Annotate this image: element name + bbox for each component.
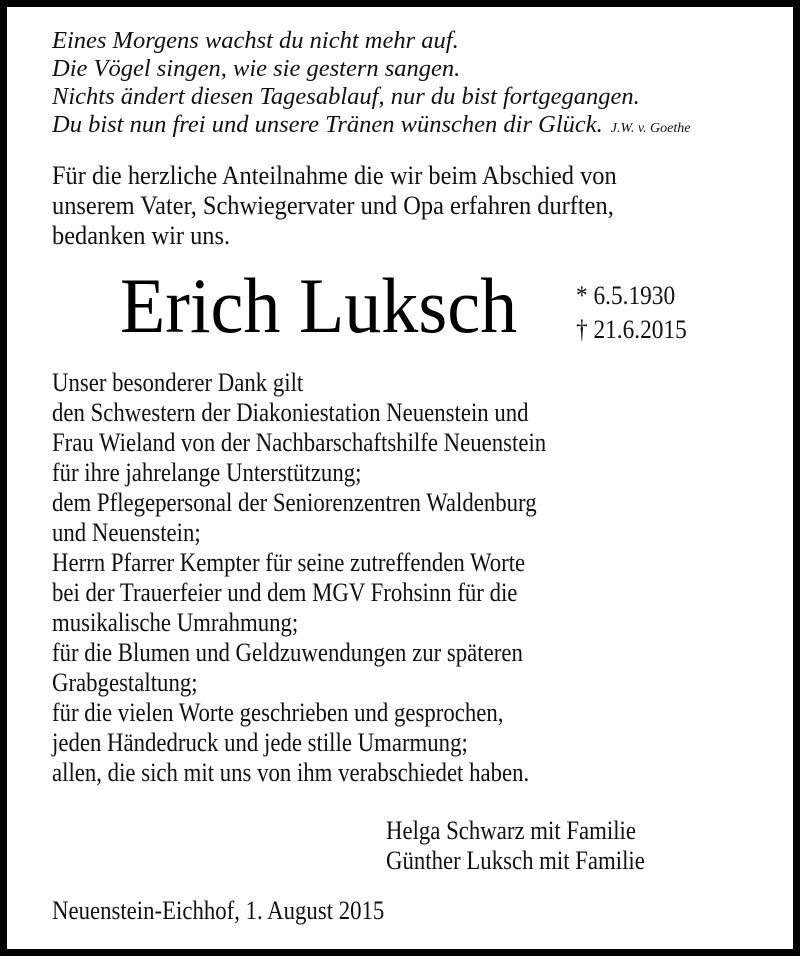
- thanks-line: für die Blumen und Geldzuwendungen zur späteren: [52, 637, 523, 667]
- poem-author: J.W. v. Goethe: [610, 121, 691, 136]
- birth-date: * 6.5.1930: [576, 280, 676, 310]
- thanks-line: Frau Wieland von der Nachbarschaftshilfe Neuenstein: [52, 427, 547, 457]
- signature-line: Helga Schwarz mit Familie: [386, 815, 636, 845]
- thanks-line: für die vielen Worte geschrieben und gesprochen,: [52, 697, 504, 727]
- thanks-line: musikalische Umrahmung;: [52, 607, 299, 637]
- thanks-line: jeden Händedruck und jede stille Umarmung;: [52, 727, 468, 757]
- thanks-line: Unser besonderer Dank gilt: [52, 367, 304, 397]
- thanks-line: allen, die sich mit uns von ihm verabschiedet haben.: [52, 757, 530, 787]
- thanks-line: bei der Trauerfeier und dem MGV Frohsinn für die: [52, 577, 518, 607]
- place-date: Neuenstein-Eichhof, 1. August 2015: [52, 895, 385, 925]
- poem-line: Eines Morgens wachst du nicht mehr auf.: [52, 27, 459, 54]
- poem-line: [52, 111, 690, 143]
- thanks-line: und Neuenstein;: [52, 517, 201, 547]
- intro-line: unserem Vater, Schwiegervater und Opa erfahren durften,: [52, 190, 614, 220]
- thanks-line: Herrn Pfarrer Kempter für seine zutreffenden Worte: [52, 547, 526, 577]
- thanks-line: dem Pflegepersonal der Seniorenzentren Waldenburg: [52, 487, 537, 517]
- signature-line: Günther Luksch mit Familie: [386, 845, 645, 875]
- poem-line-text: Du bist nun frei und unsere Tränen wünschen dir Glück.: [52, 111, 603, 138]
- poem-line: Nichts ändert diesen Tagesablauf, nur du bist fortgegangen.: [52, 83, 640, 110]
- thanks-line: den Schwestern der Diakoniestation Neuenstein und: [52, 397, 529, 427]
- deceased-name: Erich Luksch: [120, 262, 518, 349]
- poem-line: Die Vögel singen, wie sie gestern sangen.: [52, 55, 461, 82]
- intro-line: bedanken wir uns.: [52, 220, 231, 250]
- death-date: † 21.6.2015: [576, 314, 687, 344]
- thanks-line: für ihre jahrelange Unterstützung;: [52, 457, 362, 487]
- thanks-line: Grabgestaltung;: [52, 667, 198, 697]
- intro-line: Für die herzliche Anteilnahme die wir beim Abschied von: [52, 160, 617, 190]
